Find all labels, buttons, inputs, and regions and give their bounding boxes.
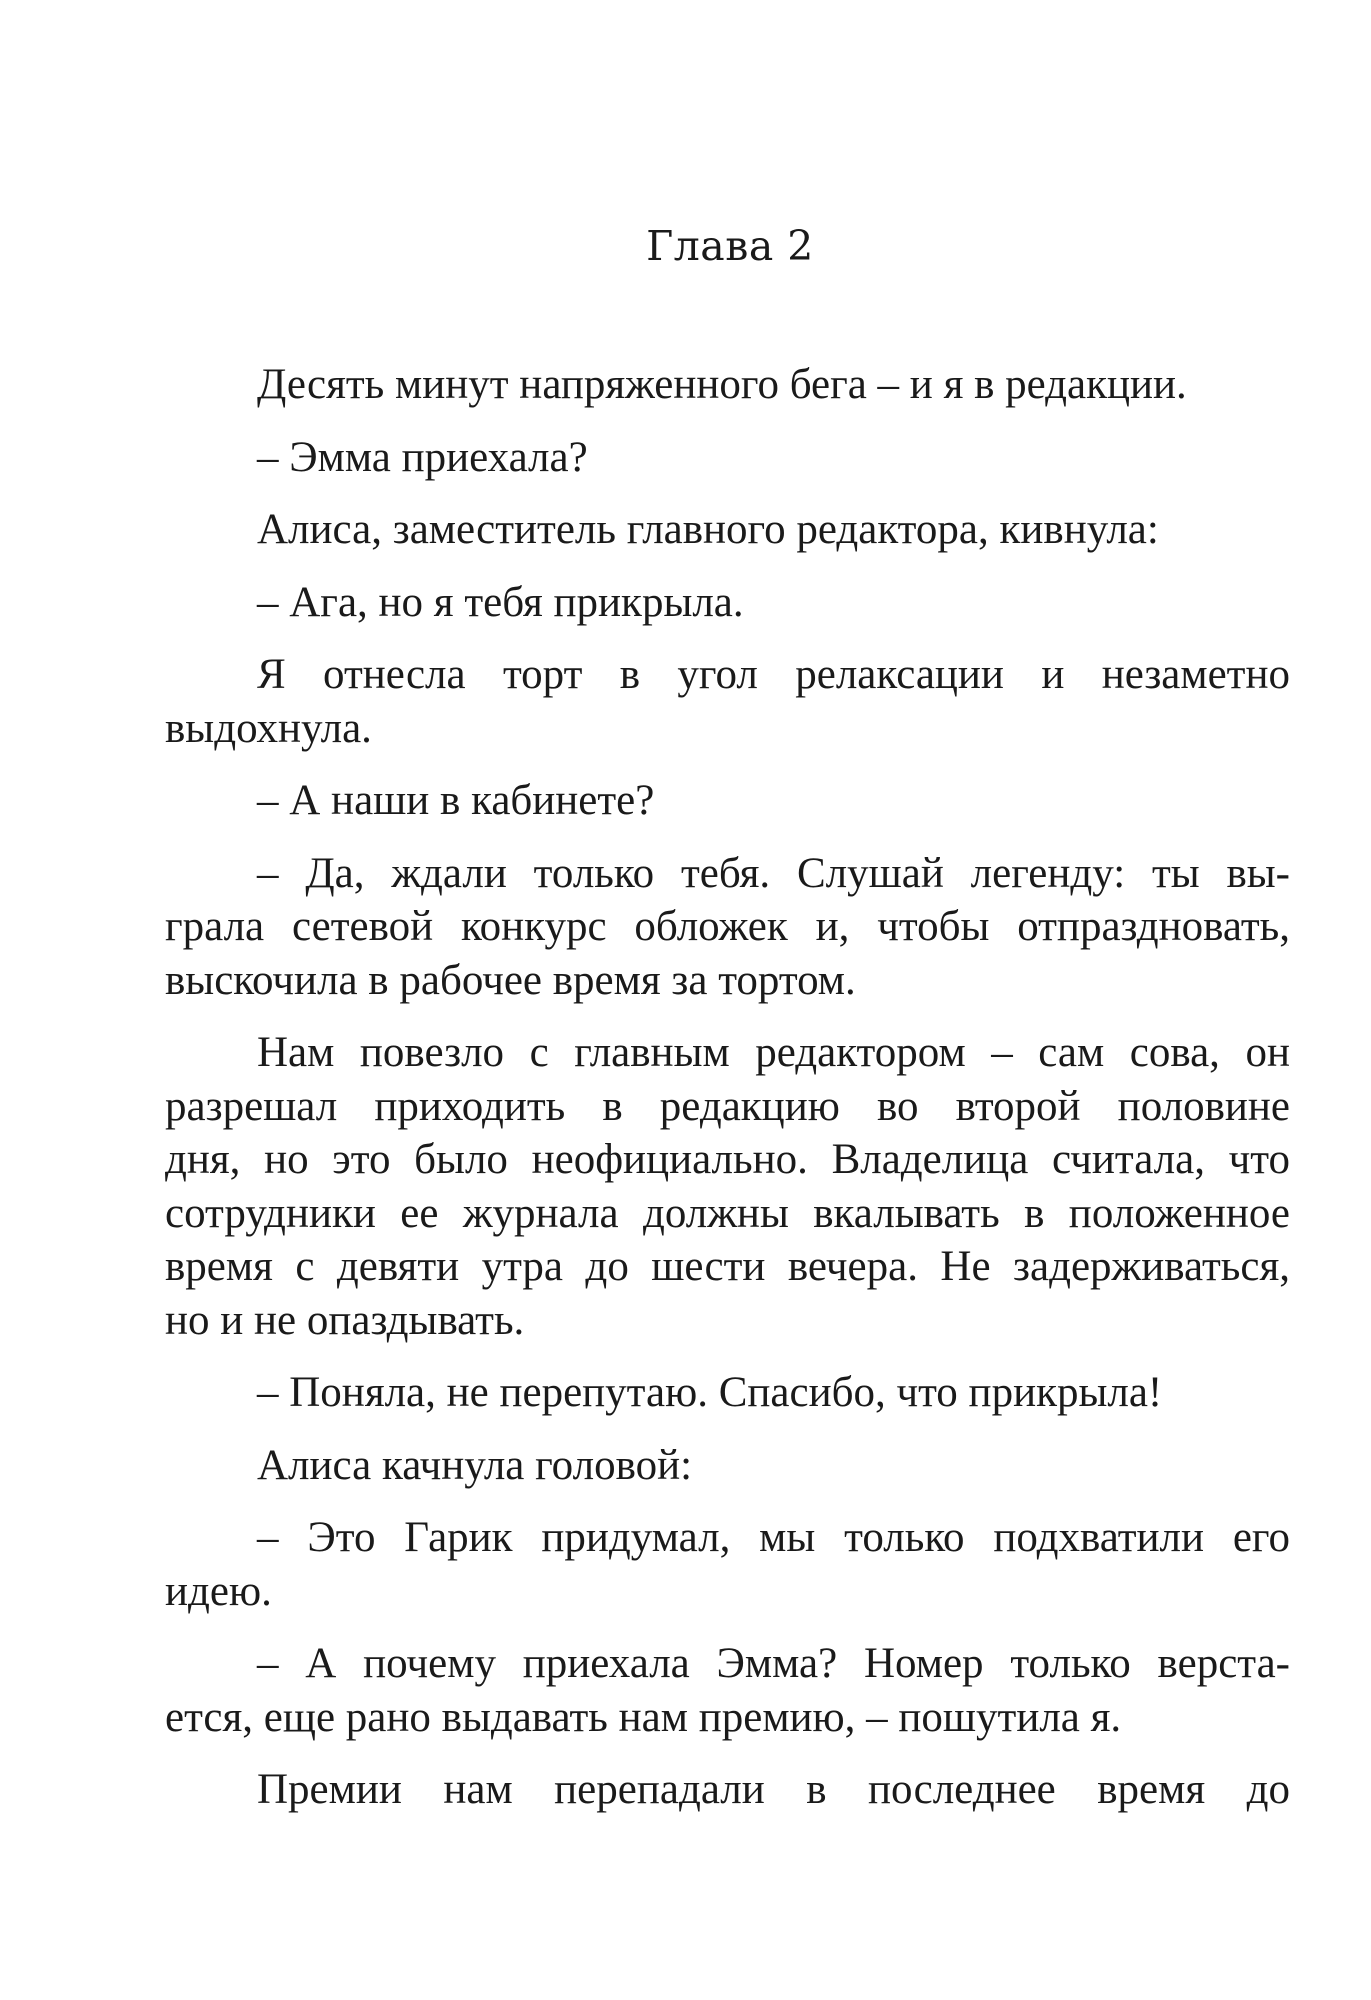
paragraph — [165, 1366, 1290, 1420]
text-body — [165, 358, 1290, 1836]
text-line: Нам повезло с главным редактором – сам сова, он — [257, 1029, 1290, 1076]
chapter-title: Глава 2 — [646, 222, 814, 270]
paragraph — [165, 1511, 1290, 1618]
paragraph — [165, 1439, 1290, 1493]
paragraph — [165, 1637, 1290, 1744]
text-line: грала сетевой конкурс обложек и, чтобы отпраздновать, — [165, 903, 1290, 950]
text-line: – Да, ждали только тебя. Слушай легенду: ты вы- — [257, 849, 1290, 897]
text-line: – А наши в кабинете? — [257, 777, 655, 824]
text-line: Десять минут напряженного бега – и я в редакции. — [257, 361, 1187, 408]
text-line: идею. — [165, 1567, 272, 1615]
text-line: – Поняла, не перепутаю. Спасибо, что прикрыла! — [257, 1369, 1163, 1416]
text-line: но и не опаздывать. — [165, 1296, 525, 1344]
text-line: выскочила в рабочее время за тортом. — [165, 956, 856, 1004]
paragraph — [165, 847, 1290, 1008]
paragraph — [165, 1026, 1290, 1347]
paragraph — [165, 774, 1290, 828]
paragraph — [165, 503, 1290, 557]
paragraph — [165, 648, 1290, 755]
text-line: Алиса качнула головой: — [257, 1441, 693, 1489]
text-line: сотрудники ее журнала должны вкалывать в положенное — [165, 1189, 1290, 1237]
paragraph — [165, 576, 1290, 630]
paragraph — [165, 431, 1290, 485]
text-line: – А почему приехала Эмма? Номер только верста- — [257, 1640, 1290, 1687]
text-line: – Эмма приехала? — [257, 433, 588, 481]
text-line: время с девяти утра до шести вечера. Не задерживаться, — [165, 1243, 1290, 1290]
text-line: Я отнесла торт в угол релаксации и незаметно — [257, 651, 1290, 698]
paragraph — [165, 358, 1290, 412]
paragraph — [165, 1763, 1290, 1817]
text-line: Премии нам перепадали в последнее время до — [257, 1766, 1290, 1813]
text-line: разрешал приходить в редакцию во второй половине — [165, 1082, 1290, 1130]
text-line: Алиса, заместитель главного редактора, кивнула: — [257, 506, 1159, 553]
text-line: ется, еще рано выдавать нам премию, – пошутила я. — [165, 1693, 1122, 1741]
text-line: – Это Гарик придумал, мы только подхватили его — [257, 1514, 1290, 1561]
text-line: – Ага, но я тебя прикрыла. — [257, 578, 744, 626]
text-line: дня, но это было неофициально. Владелица считала, что — [165, 1136, 1290, 1183]
text-line: выдохнула. — [165, 704, 372, 752]
